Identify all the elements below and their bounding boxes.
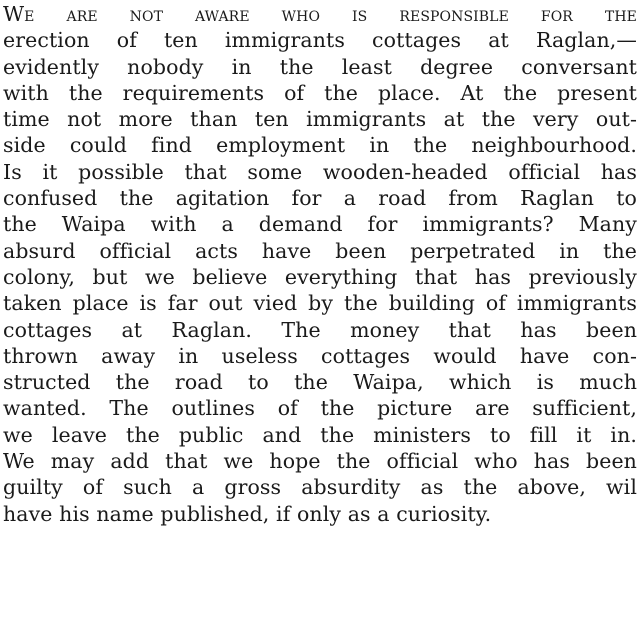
article-line-18: We may add that we hope the official who has been [3, 449, 637, 474]
article-line-8: confused the agitation for a road from Raglan to [3, 186, 637, 211]
article-line-1: We are not aware who is responsible for the [3, 2, 637, 26]
article-line-15: structed the road to the Waipa, which is much [3, 370, 637, 395]
article-line-4: with the requirements of the place. At the present [3, 80, 637, 105]
article-line-20: have his name published, if only as a curiosity. [3, 501, 492, 526]
article-line-5: time not more than ten immigrants at the very out- [3, 107, 637, 132]
article-line-3: evidently nobody in the least degree conversant [3, 54, 637, 79]
article-line-13: cottages at Raglan. The money that has been [3, 317, 637, 342]
article-line-12: taken place is far out vied by the building of immigrants [3, 291, 637, 316]
article-line-10: absurd official acts have been perpetrated in the [3, 238, 637, 263]
article-line-11: colony, but we believe everything that has previously [3, 264, 637, 289]
article-line-9: the Waipa with a demand for immigrants? Many [3, 212, 637, 237]
article-line-6: side could find employment in the neighbourhood. [3, 133, 637, 158]
article-line-17: we leave the public and the ministers to fill it in. [3, 422, 637, 447]
article-line-16: wanted. The outlines of the picture are sufficient, [3, 396, 637, 421]
article-line-7: Is it possible that some wooden-headed official has [3, 159, 637, 184]
article-line-19: guilty of such a gross absurdity as the above, wil [3, 475, 637, 500]
article-line-2: erection of ten immigrants cottages at Raglan,— [3, 28, 637, 53]
article-line-14: thrown away in useless cottages would have con- [3, 343, 637, 368]
